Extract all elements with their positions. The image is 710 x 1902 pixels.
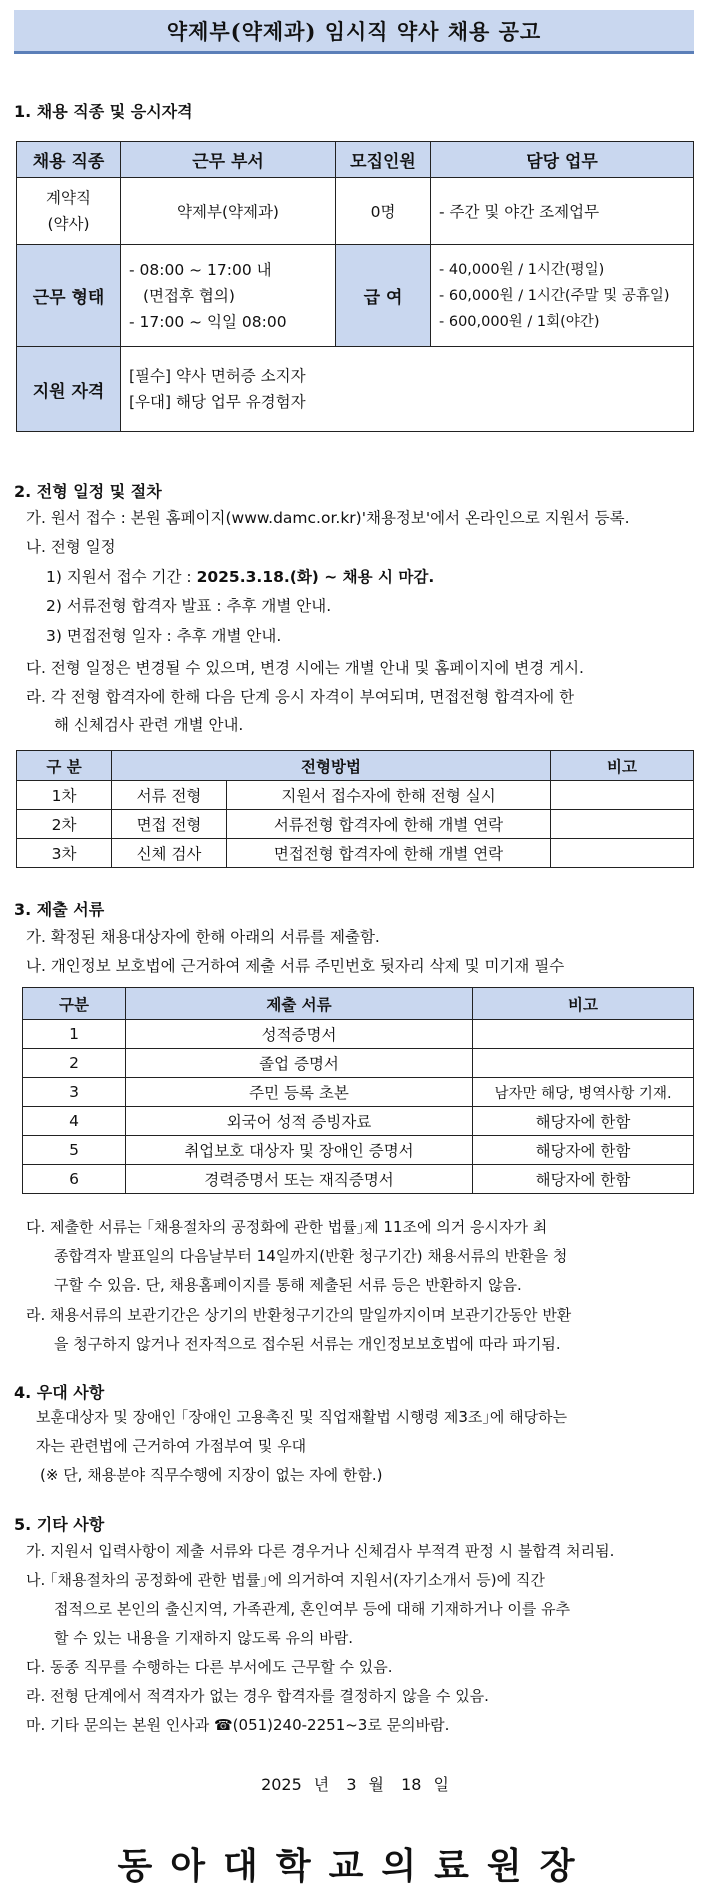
- s4-line-1: 보훈대상자 및 장애인 ｢장애인 고용촉진 및 직업재활법 시행령 제3조｣에 해당하는: [36, 1408, 568, 1426]
- s2-da: 다. 전형 일정은 변경될 수 있으며, 변경 시에는 개별 안내 및 홈페이지에 변경 게시.: [26, 659, 584, 677]
- qual-cell: [121, 347, 694, 432]
- no-cell: 5: [23, 1136, 126, 1165]
- header-job: 채용 직종: [17, 142, 121, 178]
- doc-cell: 외국어 성적 증빙자료: [126, 1107, 473, 1136]
- section-5-heading: 5. 기타 사항: [14, 1515, 105, 1534]
- job-cell: [17, 178, 121, 245]
- form-line: (면접후 협의): [143, 286, 235, 305]
- table-row: [23, 1107, 694, 1136]
- documents-table: [22, 987, 694, 1194]
- s5-na-3: 할 수 있는 내용을 기재하지 않도록 유의 바람.: [54, 1629, 353, 1647]
- pay-line: - 40,000원 / 1시간(평일): [439, 261, 605, 278]
- no-cell: 1: [23, 1020, 126, 1049]
- s2-n1-period: 2025.3.18.(화) ~ 채용 시 마감.: [196, 568, 435, 586]
- s2-n2: 2) 서류전형 합격자 발표 : 추후 개별 안내.: [46, 597, 332, 615]
- header-note: 비고: [551, 751, 694, 781]
- s2-ga: 가. 원서 접수 : 본원 홈페이지(www.damc.or.kr)'채용정보'에서 온라인으로 지원서 등록.: [26, 509, 630, 527]
- s2-n1: [46, 565, 434, 587]
- step-cell: 3차: [17, 839, 112, 868]
- desc-cell: 면접전형 합격자에 한해 개별 연락: [227, 839, 551, 868]
- note-cell: [551, 839, 694, 868]
- notice-title: 약제부(약제과) 임시직 약사 채용 공고: [14, 10, 694, 54]
- s3-da-2: 종합격자 발표일의 다음날부터 14일까지(반환 청구기간) 채용서류의 반환을 청: [54, 1247, 568, 1265]
- table-row: [23, 1136, 694, 1165]
- s4-line-2: 자는 관련법에 근거하여 가점부여 및 우대: [36, 1437, 307, 1455]
- qual-line: [필수] 약사 면허증 소지자: [129, 367, 306, 385]
- table-row: [17, 810, 694, 839]
- pay-cell: [431, 245, 694, 347]
- date-day: 18: [401, 1775, 422, 1794]
- form-cell: [121, 245, 336, 347]
- header-doc: 제출 서류: [126, 988, 473, 1020]
- no-cell: 3: [23, 1078, 126, 1107]
- table-row: [23, 1165, 694, 1194]
- doc-cell: 주민 등록 초본: [126, 1078, 473, 1107]
- selection-table: [16, 750, 694, 868]
- s2-n1-prefix: 1) 지원서 접수 기간 :: [46, 568, 197, 586]
- step-cell: 1차: [17, 781, 112, 810]
- section-4-heading: 4. 우대 사항: [14, 1383, 105, 1402]
- type-cell: 면접 전형: [112, 810, 227, 839]
- header-duty: 담당 업무: [431, 142, 694, 178]
- type-cell: 신체 검사: [112, 839, 227, 868]
- s3-da-1: 다. 제출한 서류는 ｢채용절차의 공정화에 관한 법률｣제 11조에 의거 응시자가 최: [26, 1218, 548, 1236]
- form-line: - 08:00 ~ 17:00 내: [129, 260, 272, 279]
- doc-cell: 성적증명서: [126, 1020, 473, 1049]
- desc-cell: 서류전형 합격자에 한해 개별 연락: [227, 810, 551, 839]
- notice-date: [0, 1772, 710, 1795]
- note-cell: 해당자에 한함: [473, 1165, 694, 1194]
- note-cell: [473, 1049, 694, 1078]
- date-month-unit: 월: [368, 1775, 384, 1794]
- s3-da-3: 구할 수 있음. 단, 채용홈페이지를 통해 제출된 서류 등은 반환하지 않음.: [54, 1276, 522, 1294]
- s5-na-1: 나. ｢채용절차의 공정화에 관한 법률｣에 의거하여 지원서(자기소개서 등)에 직간: [26, 1571, 545, 1589]
- no-cell: 2: [23, 1049, 126, 1078]
- pay-line: - 600,000원 / 1회(야간): [439, 313, 600, 330]
- s2-ra-1: 라. 각 전형 합격자에 한해 다음 단계 응시 자격이 부여되며, 면접전형 합격자에 한: [26, 688, 575, 706]
- count-cell: 0명: [336, 178, 431, 245]
- s3-ga: 가. 확정된 채용대상자에 한해 아래의 서류를 제출함.: [26, 928, 380, 946]
- section-3-heading: 3. 제출 서류: [14, 900, 105, 919]
- note-cell: 해당자에 한함: [473, 1136, 694, 1165]
- date-year: 2025: [261, 1775, 302, 1794]
- section-1-heading: 1. 채용 직종 및 응시자격: [14, 102, 193, 121]
- no-cell: 4: [23, 1107, 126, 1136]
- s3-na: 나. 개인정보 보호법에 근거하여 제출 서류 주민번호 뒷자리 삭제 및 미기재 필수: [26, 957, 565, 975]
- s5-ma: 마. 기타 문의는 본원 인사과 ☎(051)240-2251~3로 문의바람.: [26, 1716, 450, 1734]
- table-row: [23, 1078, 694, 1107]
- header-no: 구분: [23, 988, 126, 1020]
- issuer-signature: 동아대학교의료원장: [117, 1845, 593, 1887]
- s5-ra: 라. 전형 단계에서 적격자가 없는 경우 합격자를 결정하지 않을 수 있음.: [26, 1687, 489, 1705]
- header-count: 모집인원: [336, 142, 431, 178]
- s2-ra-2: 해 신체검사 관련 개별 안내.: [54, 716, 244, 734]
- s5-na-2: 접적으로 본인의 출신지역, 가족관계, 혼인여부 등에 대해 기재하거나 이를 유추: [54, 1600, 571, 1618]
- doc-cell: 졸업 증명서: [126, 1049, 473, 1078]
- type-cell: 서류 전형: [112, 781, 227, 810]
- table-row: [23, 1049, 694, 1078]
- desc-cell: 지원서 접수자에 한해 전형 실시: [227, 781, 551, 810]
- note-cell: [473, 1020, 694, 1049]
- table-row: [23, 1020, 694, 1049]
- section-2-heading: 2. 전형 일정 및 절차: [14, 482, 162, 501]
- s3-ra-1: 라. 채용서류의 보관기간은 상기의 반환청구기간의 말일까지이며 보관기간동안 반환: [26, 1306, 572, 1324]
- qual-line: [우대] 해당 업무 유경험자: [129, 393, 306, 411]
- position-table: [16, 141, 694, 432]
- table-row: [17, 781, 694, 810]
- date-month: 3: [346, 1775, 357, 1794]
- s3-ra-2: 을 청구하지 않거나 전자적으로 접수된 서류는 개인정보보호법에 따라 파기됨.: [54, 1335, 561, 1353]
- s5-ga: 가. 지원서 입력사항이 제출 서류와 다른 경우거나 신체검사 부적격 판정 시 불합격 처리됨.: [26, 1542, 615, 1560]
- no-cell: 6: [23, 1165, 126, 1194]
- form-label: 근무 형태: [17, 245, 121, 347]
- s4-line-3: (※ 단, 채용분야 직무수행에 지장이 없는 자에 한함.): [40, 1466, 383, 1484]
- note-cell: 해당자에 한함: [473, 1107, 694, 1136]
- dept-cell: 약제부(약제과): [121, 178, 336, 245]
- step-cell: 2차: [17, 810, 112, 839]
- s2-n3: 3) 면접전형 일자 : 추후 개별 안내.: [46, 627, 282, 645]
- form-line: - 17:00 ~ 익일 08:00: [129, 312, 287, 331]
- note-cell: [551, 810, 694, 839]
- doc-cell: 경력증명서 또는 재직증명서: [126, 1165, 473, 1194]
- table-row: [17, 839, 694, 868]
- qual-label: 지원 자격: [17, 347, 121, 432]
- note-cell: 남자만 해당, 병역사항 기재.: [473, 1078, 694, 1107]
- header-note: 비고: [473, 988, 694, 1020]
- doc-cell: 취업보호 대상자 및 장애인 증명서: [126, 1136, 473, 1165]
- job-line: (약사): [47, 215, 90, 233]
- date-year-unit: 년: [313, 1775, 330, 1794]
- date-day-unit: 일: [433, 1775, 449, 1794]
- header-method: 전형방법: [112, 751, 551, 781]
- pay-label: 급 여: [336, 245, 431, 347]
- job-line: 계약직: [46, 189, 91, 207]
- header-div: 구 분: [17, 751, 112, 781]
- duty-cell: - 주간 및 야간 조제업무: [431, 178, 694, 245]
- note-cell: [551, 781, 694, 810]
- pay-line: - 60,000원 / 1시간(주말 및 공휴일): [439, 287, 670, 304]
- header-dept: 근무 부서: [121, 142, 336, 178]
- s2-na: 나. 전형 일정: [26, 538, 116, 556]
- s5-da: 다. 동종 직무를 수행하는 다른 부서에도 근무할 수 있음.: [26, 1658, 393, 1676]
